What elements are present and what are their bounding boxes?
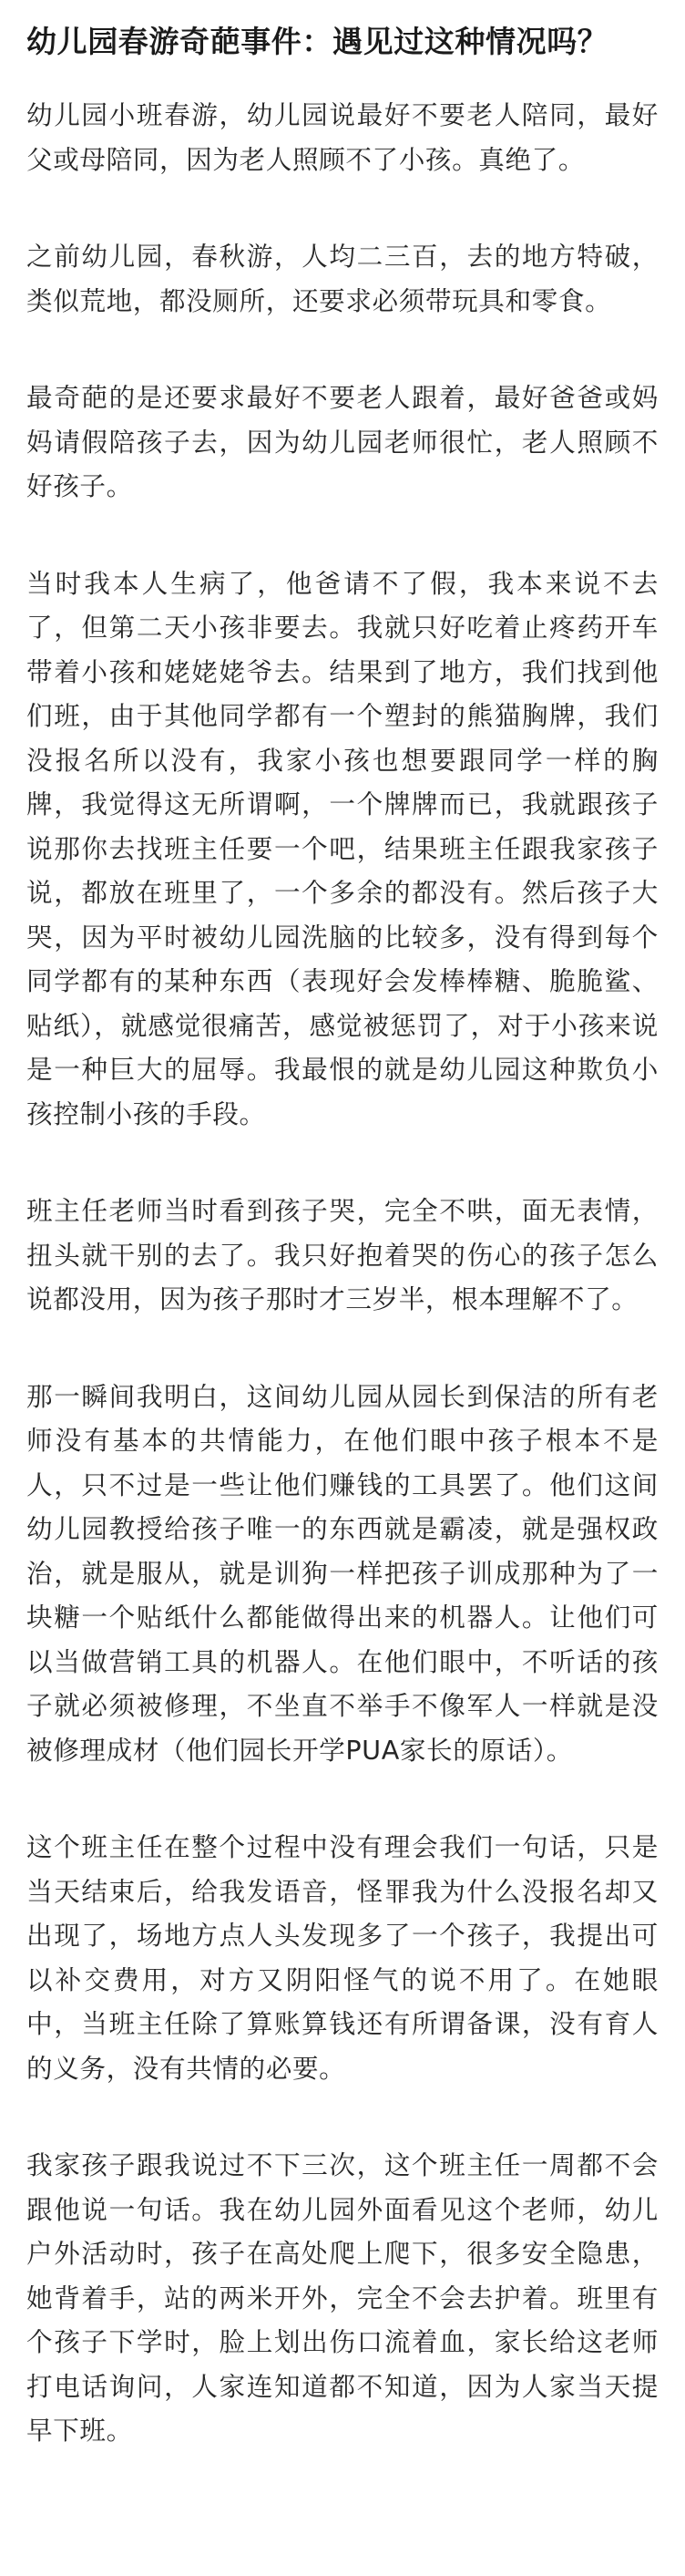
article-paragraph: 当时我本人生病了，他爸请不了假，我本来说不去了，但第二天小孩非要去。我就只好吃着止疼药开车带着小孩和姥姥姥爷去。结果到了地方，我们找到他们班，由于其他同学都有一个塑封的熊猫胸牌，我们没报名所以没有，我家小孩也想要跟同学一样的胸牌，我觉得这无所谓啊，一个牌牌而已，我就跟孩子说那你去找班主任要一个吧，结果班主任跟我家孩子说，都放在班里了，一个多余的都没有。然后孩子大哭，因为平时被幼儿园洗脑的比较多，没有得到每个同学都有的某种东西（表现好会发棒棒糖、脆脆鲨、贴纸），就感觉很痛苦，感觉被惩罚了，对于小孩来说是一种巨大的屈辱。我最恨的就是幼儿园这种欺负小孩控制小孩的手段。 xyxy=(26,567,659,1129)
article-paragraph: 最奇葩的是还要求最好不要老人跟着，最好爸爸或妈妈请假陪孩子去，因为幼儿园老师很忙，老人照顾不好孩子。 xyxy=(26,382,659,501)
article-paragraph: 那一瞬间我明白，这间幼儿园从园长到保洁的所有老师没有基本的共情能力，在他们眼中孩子根本不是人，只不过是一些让他们赚钱的工具罢了。他们这间幼儿园教授给孩子唯一的东西就是霸凌，就是强权政治，就是服从，就是训狗一样把孩子训成那种为了一块糖一个贴纸什么都能做得出来的机器人。让他们可以当做营销工具的机器人。在他们眼中，不听话的孩子就必须被修理，不坐直不举手不像军人一样就是没被修理成材（他们园长开学PUA家长的原话）。 xyxy=(26,1380,659,1766)
article-paragraph: 之前幼儿园，春秋游，人均二三百，去的地方特破，类似荒地，都没厕所，还要求必须带玩具和零食。 xyxy=(26,241,659,316)
article-paragraph: 这个班主任在整个过程中没有理会我们一句话，只是当天结束后，给我发语音，怪罪我为什么没报名却又出现了，场地方点人头发现多了一个孩子，我提出可以补交费用，对方又阴阳怪气的说不用了。在她眼中，当班主任除了算账算钱还有所谓备课，没有育人的义务，没有共情的必要。 xyxy=(26,1831,659,2084)
article-title: 幼儿园春游奇葩事件：遇见过这种情况吗？ xyxy=(26,24,608,59)
article-paragraph: 我家孩子跟我说过不下三次，这个班主任一周都不会跟他说一句话。我在幼儿园外面看见这个老师，幼儿户外活动时，孩子在高处爬上爬下，很多安全隐患，她背着手，站的两米开外，完全不会去护着。班里有个孩子下学时，脸上划出伤口流着血，家长给这老师打电话询问，人家连知道都不知道，因为人家当天提早下班。 xyxy=(26,2149,659,2446)
article-paragraph: 幼儿园小班春游，幼儿园说最好不要老人陪同，最好父或母陪同，因为老人照顾不了小孩。真绝了。 xyxy=(26,99,659,175)
article-paragraph: 班主任老师当时看到孩子哭，完全不哄，面无表情，扭头就干别的去了。我只好抱着哭的伤心的孩子怎么说都没用，因为孩子那时才三岁半，根本理解不了。 xyxy=(26,1195,659,1314)
